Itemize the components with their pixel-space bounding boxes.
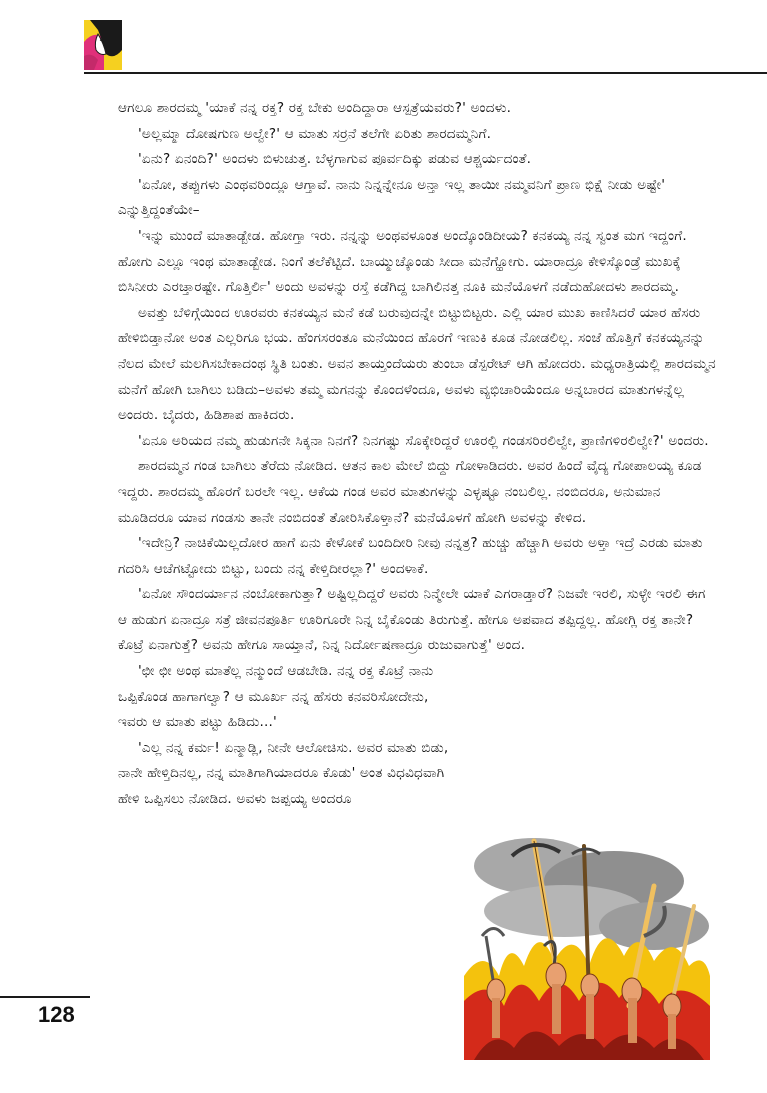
paragraph: ಶಾರದಮ್ಮನ ಗಂಡ ಬಾಗಿಲು ತೆರೆದು ನೋಡಿದ. ಆತನ ಕಾಲ ಮೇಲೆ ಬಿದ್ದು ಗೋಳಾಡಿದರು. ಅವರ ಹಿಂದೆ ವೈದ್ಯ ಗೋಪಾಲಯ್ಯ ಕೂಡ ಇದ್ದರು. ಶಾರದಮ್ಮ ಹೊರಗೆ ಬರಲೇ ಇಲ್ಲ. ಆಕೆಯ ಗಂಡ ಅವರ ಮಾತುಗಳನ್ನು ಎಳ್ಳಷ್ಟೂ ನಂಬಲಿಲ್ಲ. ನಂಬಿದರೂ, ಅನುಮಾನ ಮೂಡಿದರೂ ಯಾವ ಗಂಡಸು ತಾನೇ ನಂಬಿದಂತೆ ತೋರಿಸಿಕೊಳ್ತಾನೆ? ಮನೆಯೊಳಗೆ ಹೋಗಿ ಅವಳನ್ನು ಕೇಳಿದ.: [118, 458, 702, 526]
paragraph: ಅವತ್ತು ಬೆಳಿಗ್ಗೆಯಿಂದ ಊರವರು ಕನಕಯ್ಯನ ಮನೆ ಕಡೆ ಬರುವುದನ್ನೇ ಬಿಟ್ಟುಬಿಟ್ಟರು. ಎಲ್ಲಿ ಯಾರ ಮುಖ ಕಾಣಿಸಿದರೆ ಯಾರ ಹೆಸರು ಹೇಳಿಬಿಡ್ತಾನೋ ಅಂತ ಎಲ್ಲರಿಗೂ ಭಯ. ಹೆಂಗಸರಂತೂ ಮನೆಯಿಂದ ಹೊರಗೆ ಇಣುಕಿ ಕೂಡ ನೋಡಲಿಲ್ಲ. ಸಂಜೆ ಹೊತ್ತಿಗೆ ಕನಕಯ್ಯನನ್ನು ನೆಲದ ಮೇಲೆ ಮಲಗಿಸಬೇಕಾದಂಥ ಸ್ಥಿತಿ ಬಂತು. ಅವನ ತಾಯ್ತಂದೆಯರು ತುಂಬಾ ಡೆಸ್ಪರೇಟ್ ಆಗಿ ಹೋದರು. ಮಧ್ಯರಾತ್ರಿಯಲ್ಲಿ ಶಾರದಮ್ಮನ ಮನೆಗೆ ಹೋಗಿ ಬಾಗಿಲು ಬಡಿದು–ಅವಳು ತಮ್ಮ ಮಗನನ್ನು ಕೊಂದಳೆಂದೂ, ಅವಳು ವ್ಯಭಿಚಾರಿಯೆಂದೂ ಅನ್ನಬಾರದ ಮಾತುಗಳನ್ನೆಲ್ಲ ಅಂದರು. ಬೈದರು, ಹಿಡಿಶಾಪ ಹಾಕಿದರು.: [118, 304, 716, 424]
paragraph: 'ಏನೂ ಅರಿಯದ ನಮ್ಮ ಹುಡುಗನೇ ಸಿಕ್ಕನಾ ನಿನಗೆ? ನಿನಗಷ್ಟು ಸೊಕ್ಕೇರಿದ್ದರೆ ಊರಲ್ಲಿ ಗಂಡಸರಿರಲಿಲ್ವೇ, ಪ್ರಾಣಿಗಳಿರಲಿಲ್ವೇ?' ಅಂದರು.: [138, 432, 709, 449]
paragraph: 'ಇನ್ನು ಮುಂದೆ ಮಾತಾಡ್ಬೇಡ. ಹೋಗ್ತಾ ಇರು. ನನ್ನನ್ನು ಅಂಥವಳೂಂತ ಅಂದ್ಕೊಂಡಿದೀಯ? ಕನಕಯ್ಯ ನನ್ನ ಸ್ವಂತ ಮಗ ಇದ್ದಂಗೆ. ಹೋಗು ಎಲ್ಲೂ ಇಂಥ ಮಾತಾಡ್ಬೇಡ. ನಿಂಗೆ ತಲೆಕೆಟ್ಟಿದೆ. ಬಾಯ್ಮುಚ್ಕೊಂಡು ಸೀದಾ ಮನೆಗ್ಹೋಗು. ಯಾರಾದ್ರೂ ಕೇಳಿಸ್ಕೊಂಡ್ರೆ ಮುಖಕ್ಕೆ ಬಿಸಿನೀರು ಎರಚ್ತಾರಷ್ಟೇ. ಗೊತ್ತಿರ್ಲಿ' ಅಂದು ಅವಳನ್ನು ರಸ್ತೆ ಕಡೆಗಿದ್ದ ಬಾಗಿಲಿನತ್ತ ನೂಕಿ ಮನೆಯೊಳಗೆ ನಡೆದುಹೋದಳು ಶಾರದಮ್ಮ.: [118, 227, 687, 296]
paragraph: 'ಅಲ್ಲಮ್ಮಾ ದೋಷಗುಣ ಅಲ್ವೇ?' ಆ ಮಾತು ಸರ್ರನೆ ತಲೆಗೇ ಏರಿತು ಶಾರದಮ್ಮನಿಗೆ.: [138, 125, 492, 142]
raised-tools-fire-image: [464, 826, 710, 1060]
header-rule: [84, 72, 767, 74]
paragraph: 'ಏನೋ ಸೌಂದರ್ಯಾನ ನಂಬೋಕಾಗುತ್ತಾ? ಅಷ್ಟಿಲ್ಲದಿದ್ದರೆ ಅವರು ನಿನ್ಮೇಲೇ ಯಾಕೆ ಎಗರಾಡ್ತಾರೆ? ನಿಜವೇ ಇರಲಿ, ಸುಳ್ಳೇ ಇರಲಿ ಈಗ ಆ ಹುಡುಗ ಏನಾದ್ರೂ ಸತ್ರೆ ಜೀವನಪೂರ್ತಿ ಊರಿಗೂರೇ ನಿನ್ನ ಬೈಕೊಂಡು ತಿರುಗುತ್ತೆ. ಹೇಗೂ ಅಪವಾದ ತಪ್ಪಿದ್ದಲ್ಲ. ಹೋಗ್ಲಿ ರಕ್ತ ತಾನೇ? ಕೊಟ್ರೆ ಏನಾಗುತ್ತೆ? ಅವನು ಹೇಗೂ ಸಾಯ್ತಾನೆ, ನಿನ್ನ ನಿರ್ದೋಷಣಾದ್ರೂ ರುಜುವಾಗುತ್ತೆ' ಅಂದ.: [118, 586, 706, 654]
paragraph: ಆಗಲೂ ಶಾರದಮ್ಮ 'ಯಾಕೆ ನನ್ನ ರಕ್ತ? ರಕ್ತ ಬೇಕು ಅಂದಿದ್ದಾರಾ ಆಸ್ಪತ್ರೆಯವರು?' ಅಂದಳು.: [118, 100, 512, 116]
mob-fire-illustration: [464, 826, 710, 1060]
page-number: 128: [38, 1002, 75, 1027]
paragraph: 'ಏನೋ, ತಪ್ಪುಗಳು ಎಂಥವರಿಂದ್ಲೂ ಆಗ್ತಾವೆ. ನಾನು ನಿನ್ನನ್ನೇನೂ ಅನ್ತಾ ಇಲ್ಲ ತಾಯೀ ನಮ್ಮವನಿಗೆ ಪ್ರಾಣ ಭಿಕ್ಷೆ ನೀಡು ಅಷ್ಟೇ' ಎನ್ನುತ್ತಿದ್ದಂತೆಯೇ–: [118, 176, 666, 219]
article-body: [118, 96, 716, 813]
paragraph: 'ಎಲ್ಲ ನನ್ನ ಕರ್ಮ! ಏನ್ಮಾಡ್ಲಿ, ನೀನೇ ಆಲೋಚಿಸು. ಅವರ ಮಾತು ಬಿಡು, ನಾನೇ ಹೇಳ್ತಿದಿನಲ್ಲ, ನನ್ನ ಮಾತಿಗಾಗಿಯಾದರೂ ಕೊಡು' ಅಂತ ವಿಧವಿಧವಾಗಿ ಹೇಳಿ ಒಪ್ಪಿಸಲು ನೋಡಿದ. ಅವಳು ಜಪ್ಪಯ್ಯ ಅಂದರೂ: [118, 739, 449, 808]
paragraph: 'ಇದೇನ್ರಿ? ನಾಚಿಕೆಯಿಲ್ಲದೋರ ಹಾಗೆ ಏನು ಕೇಳೋಕೆ ಬಂದಿದೀರಿ ನೀವು ನನ್ನತ್ರ? ಹುಚ್ಚು ಹೆಚ್ಚಾಗಿ ಅವರು ಅಳ್ತಾ ಇದ್ರೆ ಎರಡು ಮಾತು ಗದರಿಸಿ ಆಚೆಗಟ್ಟೋದು ಬಿಟ್ಟು, ಬಂದು ನನ್ನ ಕೇಳ್ತಿದೀರಲ್ಲಾ?' ಅಂದಳಾಕೆ.: [118, 535, 703, 577]
face-logo-icon: [84, 20, 122, 70]
header-face-logo: [84, 20, 122, 70]
paragraph: 'ಏನು? ಏನಂದಿ?' ಅಂದಳು ಬಿಳುಚುತ್ತ. ಬೆಳ್ಳಗಾಗುವ ಪೂರ್ವದಿಕ್ಕು ಪಡುವ ಆಶ್ಚರ್ಯದಂತೆ.: [138, 151, 532, 168]
footer-rule: [0, 996, 90, 998]
paragraph: 'ಛೀ ಛೀ ಅಂಥ ಮಾತೆಲ್ಲ ನನ್ಮುಂದೆ ಆಡಬೇಡಿ. ನನ್ನ ರಕ್ತ ಕೊಟ್ರೆ ನಾನು ಒಪ್ಪಿಕೊಂಡ ಹಾಗಾಗಲ್ವಾ? ಆ ಮೂರ್ಖ ನನ್ನ ಹೆಸರು ಕನವರಿಸೋದೇನು, ಇವರು ಆ ಮಾತು ಪಟ್ಟು ಹಿಡಿದು...': [118, 663, 434, 731]
